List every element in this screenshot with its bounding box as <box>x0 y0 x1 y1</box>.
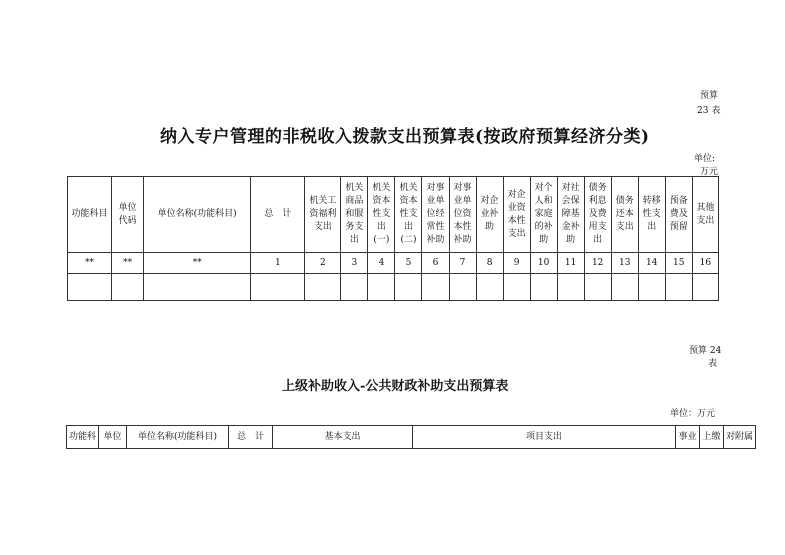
budget-number-line2: 23 表 <box>697 106 721 116</box>
header-cell: 单位 <box>99 426 127 449</box>
header-cell: 对企业资本性支出 <box>503 177 530 253</box>
header-cell: 总 计 <box>251 177 305 253</box>
header-cell: 对企业补助 <box>476 177 503 253</box>
header-cell: 转移性支出 <box>638 177 665 253</box>
header-cell: 对社会保障基金补助 <box>557 177 584 253</box>
index-cell: 15 <box>665 253 692 274</box>
budget-table-23 <box>67 176 719 301</box>
index-cell: 7 <box>449 253 476 274</box>
index-cell: 8 <box>476 253 503 274</box>
index-cell: 12 <box>584 253 611 274</box>
header-cell: 对事业单位资本性补助 <box>449 177 476 253</box>
empty-cell <box>144 274 251 301</box>
header-row <box>67 426 756 449</box>
header-cell: 对附属 <box>724 426 756 449</box>
header-cell: 对事业单位经常性补助 <box>422 177 449 253</box>
header-cell: 项目支出 <box>413 426 676 449</box>
header-cell: 预备费及预留 <box>665 177 692 253</box>
empty-cell <box>476 274 503 301</box>
index-cell: 11 <box>557 253 584 274</box>
header-cell: 债务还本支出 <box>611 177 638 253</box>
index-cell: ** <box>68 253 112 274</box>
index-cell: 16 <box>692 253 718 274</box>
header-cell: 功能科 <box>67 426 99 449</box>
index-cell: 6 <box>422 253 449 274</box>
index-cell: 5 <box>395 253 422 274</box>
header-cell: 上缴 <box>700 426 724 449</box>
header-cell: 其他支出 <box>692 177 718 253</box>
header-row <box>68 177 719 253</box>
index-cell: 1 <box>251 253 305 274</box>
empty-cell <box>503 274 530 301</box>
budget-number-line2: 表 <box>708 359 718 369</box>
index-cell: 2 <box>305 253 341 274</box>
empty-cell <box>422 274 449 301</box>
header-cell: 机关商品和服务支出 <box>341 177 368 253</box>
empty-cell <box>341 274 368 301</box>
header-cell: 机关资本性支出(一) <box>368 177 395 253</box>
empty-cell <box>112 274 144 301</box>
index-cell: 9 <box>503 253 530 274</box>
header-cell: 债务利息及费用支出 <box>584 177 611 253</box>
index-row <box>68 253 719 274</box>
empty-cell <box>665 274 692 301</box>
empty-row <box>68 274 719 301</box>
index-cell: 10 <box>530 253 557 274</box>
header-cell: 对个人和家庭的补助 <box>530 177 557 253</box>
empty-cell <box>557 274 584 301</box>
empty-cell <box>584 274 611 301</box>
empty-cell <box>449 274 476 301</box>
header-cell: 机关工资福利支出 <box>305 177 341 253</box>
empty-cell <box>368 274 395 301</box>
empty-cell <box>305 274 341 301</box>
empty-cell <box>638 274 665 301</box>
empty-cell <box>68 274 112 301</box>
unit-label: 单位: <box>694 154 716 164</box>
budget-table-24 <box>66 425 756 449</box>
index-cell: 13 <box>611 253 638 274</box>
index-cell: ** <box>112 253 144 274</box>
empty-cell <box>530 274 557 301</box>
header-cell: 单位代码 <box>112 177 144 253</box>
header-cell: 单位名称(功能科目) <box>144 177 251 253</box>
header-cell: 事业 <box>676 426 700 449</box>
header-cell: 总 计 <box>229 426 273 449</box>
empty-cell <box>395 274 422 301</box>
index-cell: 14 <box>638 253 665 274</box>
empty-cell <box>611 274 638 301</box>
header-cell: 基本支出 <box>273 426 413 449</box>
header-cell: 功能科目 <box>68 177 112 253</box>
unit-label: 单位：万元 <box>670 409 716 419</box>
budget-number-line1: 预算 <box>700 91 719 101</box>
header-cell: 机关资本性支出(二) <box>395 177 422 253</box>
empty-cell <box>692 274 718 301</box>
page-title: 纳入专户管理的非税收入拨款支出预算表(按政府预算经济分类) <box>160 127 650 147</box>
budget-number-line1: 预算 24 <box>689 346 722 356</box>
section-title: 上级补助收入-公共财政补助支出预算表 <box>282 379 509 394</box>
unit-value: 万元 <box>700 167 719 177</box>
index-cell: ** <box>144 253 251 274</box>
empty-cell <box>251 274 305 301</box>
header-cell: 单位名称(功能科目) <box>127 426 229 449</box>
index-cell: 3 <box>341 253 368 274</box>
index-cell: 4 <box>368 253 395 274</box>
